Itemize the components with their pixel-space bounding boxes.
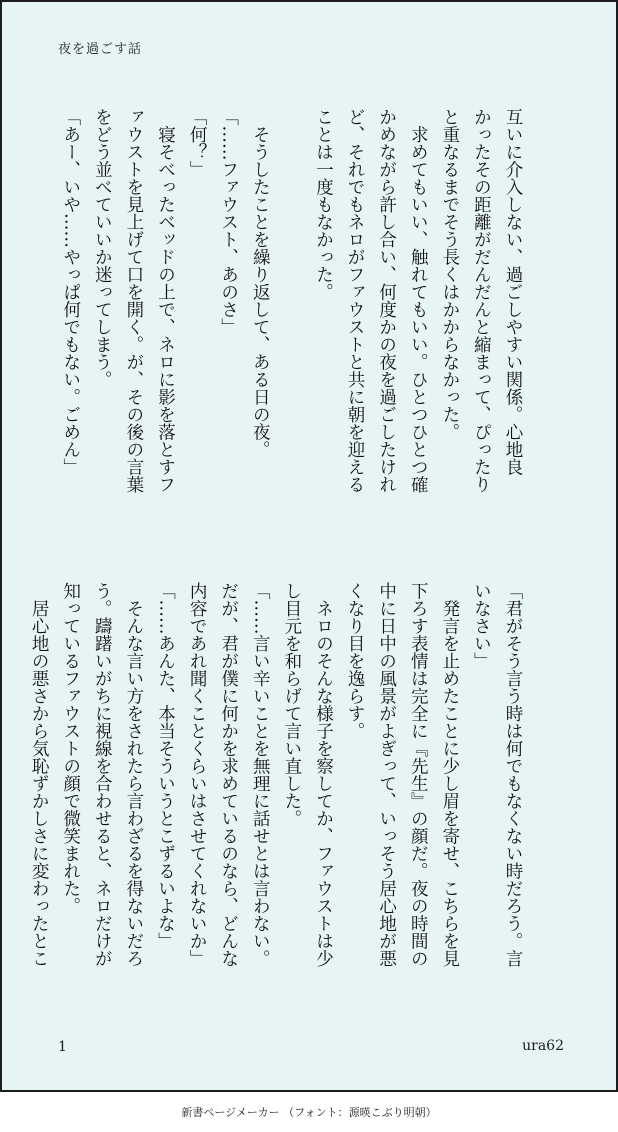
- text-line: だが、君が僕に何かを求めているのなら、どんな: [218, 582, 239, 967]
- text-line: ネロのそんな様子を察してか、ファウストは少: [313, 582, 334, 967]
- text-line: をどう並べていいか迷ってしまう。: [92, 108, 113, 388]
- text-line: くなり目を逸らす。: [345, 582, 366, 740]
- text-column-top: [48, 108, 528, 520]
- text-line: 「……言い辛いことを無理に話せとは言わない。: [250, 582, 271, 967]
- text-line: 求めてもいい、触れてもいい。ひとつひとつ確: [408, 108, 429, 493]
- text-line: 居心地の悪さから気恥ずかしさに変わったとこ: [29, 582, 50, 967]
- text-line: 互いに介入しない、過ごしやすい関係。心地良: [503, 108, 523, 476]
- text-line: ァウストを見上げて口を開く。が、その後の言葉: [123, 108, 144, 493]
- text-line: いなさい」: [471, 582, 492, 670]
- text-line: 知っているファウストの顔で微笑まれた。: [60, 582, 81, 915]
- text-line: ことは一度もなかった。: [313, 108, 334, 301]
- text-line: そんな言い方をされたら言わざるを得ないだろ: [123, 582, 144, 967]
- author-name: ura62: [522, 1038, 564, 1054]
- text-line: 内容であれ聞くことくらいはさせてくれないか」: [187, 582, 208, 967]
- page-number: 1: [58, 1039, 67, 1055]
- text-column-bottom: [29, 582, 528, 994]
- text-line: かめながら許し合い、何度かの夜を過ごしたけれ: [376, 108, 397, 493]
- text-line: そうしたことを繰り返して、ある日の夜。: [250, 108, 271, 458]
- text-line: [275, 108, 307, 520]
- text-line: う。躊躇いがちに視線を合わせると、ネロだけが: [92, 582, 113, 967]
- text-line: 「何？」: [187, 108, 208, 178]
- generator-credit: 新書ページメーカー （フォント：源暎こぶり明朝）: [181, 1106, 437, 1119]
- text-line: 寝そべったベッドの上で、ネロに影を落とすフ: [155, 108, 176, 493]
- text-line: と重なるまでそう長くはかからなかった。: [439, 108, 460, 441]
- text-line: ど、それでもネロがファウストと共に朝を迎える: [345, 108, 366, 493]
- text-line: 発言を止めたことに少し眉を寄せ、こちらを見: [439, 582, 460, 967]
- text-line: 「……あんた、本当そういうとこずるいよな」: [155, 582, 176, 950]
- text-line: 中に日中の風景がよぎって、いっそう居心地が悪: [376, 582, 397, 967]
- text-line: し目元を和らげて言い直した。: [281, 582, 302, 827]
- text-line: 「……ファウスト、あのさ」: [218, 108, 239, 336]
- text-line: 下ろす表情は完全に『先生』の顔だ。夜の時間の: [408, 582, 429, 967]
- text-line: かったその距離がだんだんと縮まって、ぴったり: [471, 108, 492, 493]
- text-line: 「あー、いや……やっぱ何でもない。ごめん」: [60, 108, 81, 476]
- text-line: 「君がそう言う時は何でもなくない時だろう。言: [503, 582, 523, 967]
- page-title: 夜を過ごす話: [58, 42, 143, 57]
